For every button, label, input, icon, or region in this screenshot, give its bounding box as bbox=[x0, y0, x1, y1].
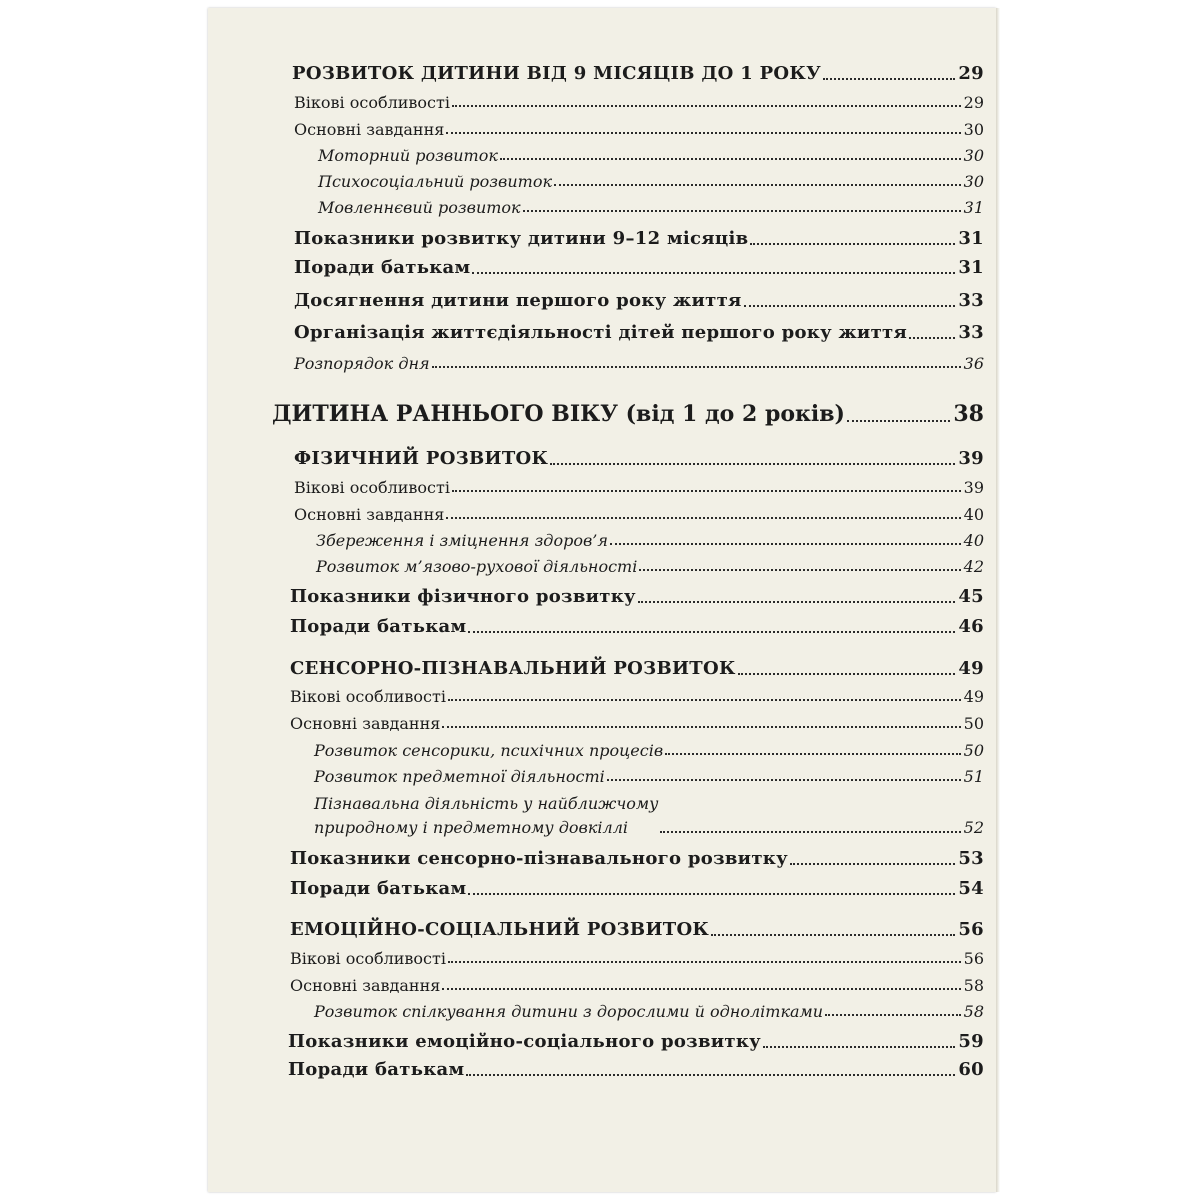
toc-part-heading bbox=[272, 402, 984, 427]
dot-leader bbox=[432, 365, 961, 368]
toc-subentry bbox=[314, 1003, 984, 1021]
dot-leader bbox=[825, 1013, 961, 1016]
toc-page-number: 54 bbox=[958, 878, 984, 899]
toc-page-number: 40 bbox=[963, 505, 984, 524]
toc-page-number: 31 bbox=[958, 228, 984, 249]
toc-subentry bbox=[314, 768, 984, 786]
toc-page-number: 50 bbox=[963, 741, 984, 760]
dot-leader bbox=[744, 304, 956, 307]
toc-entry-title: Розвиток предметної діяльності bbox=[314, 767, 605, 786]
toc-entry bbox=[290, 950, 984, 968]
toc-entry bbox=[290, 715, 984, 733]
toc-page-number: 29 bbox=[958, 63, 984, 84]
toc-page-number: 36 bbox=[963, 354, 984, 373]
toc-bold-entry bbox=[290, 849, 984, 870]
toc-page-number: 29 bbox=[963, 93, 984, 112]
toc-bold-entry bbox=[294, 229, 984, 250]
toc-entry bbox=[294, 94, 984, 112]
toc-entry-title: СЕНСОРНО-ПІЗНАВАЛЬНИЙ РОЗВИТОК bbox=[290, 658, 736, 679]
dot-leader bbox=[442, 725, 960, 728]
dot-leader bbox=[665, 752, 960, 755]
dot-leader bbox=[738, 672, 956, 675]
dot-leader bbox=[660, 830, 960, 833]
toc-entry-title: Моторний розвиток bbox=[318, 146, 498, 165]
toc-entry-title: Основні завдання bbox=[290, 976, 441, 995]
toc-page-number: 58 bbox=[963, 976, 984, 995]
toc-entry-title: Збереження і зміцнення здоров’я bbox=[316, 531, 608, 550]
dot-leader bbox=[638, 600, 955, 603]
toc-entry bbox=[294, 506, 984, 524]
toc-section-heading bbox=[290, 920, 984, 941]
toc-subentry bbox=[316, 558, 984, 576]
toc-page-number: 40 bbox=[963, 531, 984, 550]
toc-bold-entry bbox=[294, 323, 984, 344]
toc-page-number: 56 bbox=[958, 919, 984, 940]
dot-leader bbox=[452, 104, 961, 107]
dot-leader bbox=[468, 892, 955, 895]
toc-entry-title: ЕМОЦІЙНО-СОЦІАЛЬНИЙ РОЗВИТОК bbox=[290, 919, 710, 940]
toc-entry-title: Показники розвитку дитини 9–12 місяців bbox=[294, 228, 749, 249]
toc-bold-entry bbox=[294, 258, 984, 279]
dot-leader bbox=[466, 1073, 955, 1076]
toc-entry-title: Поради батькам bbox=[288, 1059, 465, 1080]
dot-leader bbox=[448, 960, 961, 963]
toc-entry-title: Вікові особливості bbox=[290, 949, 446, 968]
toc-entry bbox=[294, 479, 984, 497]
toc-entry-title-wrap bbox=[314, 795, 660, 838]
dot-leader bbox=[452, 489, 961, 492]
toc-page-number: 49 bbox=[963, 687, 984, 706]
toc-entry-title: Розвиток спілкування дитини з дорослими й однолітками bbox=[314, 1002, 824, 1021]
toc-entry-title: Пізнавальна діяльність у найближчому bbox=[314, 794, 659, 813]
toc-bold-entry bbox=[288, 1032, 984, 1053]
dot-leader bbox=[554, 183, 961, 186]
toc-page-number: 30 bbox=[963, 172, 984, 191]
toc-page-number: 56 bbox=[963, 949, 984, 968]
toc-page-number: 33 bbox=[958, 290, 984, 311]
toc-subentry bbox=[316, 532, 984, 550]
dot-leader bbox=[472, 271, 955, 274]
toc-entry-title: Показники емоційно-соціального розвитку bbox=[288, 1031, 761, 1052]
toc-page-number: 58 bbox=[963, 1002, 984, 1021]
toc-entry bbox=[294, 121, 984, 139]
toc-page-number: 30 bbox=[963, 146, 984, 165]
toc-entry bbox=[290, 977, 984, 995]
toc-subentry bbox=[318, 199, 984, 217]
toc-bold-entry bbox=[288, 1060, 984, 1081]
dot-leader bbox=[610, 542, 961, 545]
dot-leader bbox=[446, 131, 960, 134]
toc-page-number: 39 bbox=[958, 448, 984, 469]
toc-page-number: 51 bbox=[963, 767, 984, 786]
toc-bold-entry bbox=[290, 617, 984, 638]
dot-leader bbox=[500, 157, 961, 160]
toc-entry-title-line2: природному і предметному довкіллі bbox=[314, 818, 628, 838]
toc-page-number: 49 bbox=[958, 658, 984, 679]
dot-leader bbox=[446, 516, 960, 519]
toc-subentry bbox=[314, 742, 984, 760]
toc-entry-title: Показники сенсорно-пізнавального розвитку bbox=[290, 848, 788, 869]
toc-page-number: 31 bbox=[963, 198, 984, 217]
toc-page-number: 60 bbox=[958, 1059, 984, 1080]
toc-entry-title: Основні завдання bbox=[294, 505, 445, 524]
toc-page-number: 30 bbox=[963, 120, 984, 139]
toc-section-heading bbox=[290, 659, 984, 680]
toc-entry-title: Розвиток сенсорики, психічних процесів bbox=[314, 741, 664, 760]
toc-page-number: 50 bbox=[963, 714, 984, 733]
toc-entry bbox=[294, 355, 984, 373]
toc-entry-title: Мовленнєвий розвиток bbox=[318, 198, 521, 217]
toc-entry-title: Основні завдання bbox=[294, 120, 445, 139]
toc-page-number: 59 bbox=[958, 1031, 984, 1052]
toc-entry-title: ФІЗИЧНИЙ РОЗВИТОК bbox=[294, 448, 549, 469]
toc-entry-title: ДИТИНА РАННЬОГО ВІКУ (від 1 до 2 років) bbox=[272, 401, 845, 427]
toc-entry-title: Основні завдання bbox=[290, 714, 441, 733]
toc-entry-title: Вікові особливості bbox=[294, 93, 450, 112]
dot-leader bbox=[711, 933, 955, 936]
toc-entry-title: Розпорядок дня bbox=[294, 354, 430, 373]
toc-entry-title: Організація життєдіяльності дітей першого року життя bbox=[294, 322, 908, 343]
dot-leader bbox=[790, 862, 955, 865]
toc-page-number: 33 bbox=[958, 322, 984, 343]
toc-entry-title: Показники фізичного розвитку bbox=[290, 586, 636, 607]
dot-leader bbox=[909, 336, 955, 339]
toc-entry-title: Психосоціальний розвиток bbox=[318, 172, 552, 191]
toc-page-number: 52 bbox=[963, 818, 984, 838]
toc-entry-title: Розвиток м’язово-рухової діяльності bbox=[316, 557, 638, 576]
toc-section-heading bbox=[294, 449, 984, 470]
toc-subentry bbox=[318, 173, 984, 191]
toc-entry-title: Вікові особливості bbox=[294, 478, 450, 497]
toc-entry-title: Поради батькам bbox=[290, 616, 467, 637]
toc-subentry bbox=[314, 795, 984, 838]
toc-page-number: 53 bbox=[958, 848, 984, 869]
toc-page-number: 46 bbox=[958, 616, 984, 637]
dot-leader bbox=[763, 1045, 955, 1048]
toc-entry bbox=[290, 688, 984, 706]
toc-subentry bbox=[318, 147, 984, 165]
dot-leader bbox=[550, 462, 955, 465]
dot-leader bbox=[750, 242, 955, 245]
toc-entry-title: Поради батькам bbox=[290, 878, 467, 899]
toc-page-number: 42 bbox=[963, 557, 984, 576]
toc-entry-title: Поради батькам bbox=[294, 257, 471, 278]
toc-page-number: 38 bbox=[953, 401, 984, 427]
toc-page-number: 45 bbox=[958, 586, 984, 607]
dot-leader bbox=[448, 698, 961, 701]
dot-leader bbox=[523, 209, 961, 212]
toc-entry-title: Вікові особливості bbox=[290, 687, 446, 706]
dot-leader bbox=[607, 778, 961, 781]
dot-leader bbox=[468, 630, 955, 633]
toc-page-number: 31 bbox=[958, 257, 984, 278]
dot-leader bbox=[847, 419, 950, 422]
toc-bold-entry bbox=[290, 879, 984, 900]
dot-leader bbox=[442, 987, 960, 990]
toc-bold-entry bbox=[290, 587, 984, 608]
dot-leader bbox=[639, 568, 960, 571]
toc-entry-title: Досягнення дитини першого року життя bbox=[294, 290, 742, 311]
dot-leader bbox=[823, 77, 955, 80]
toc-entry-title: РОЗВИТОК ДИТИНИ ВІД 9 МІСЯЦІВ ДО 1 РОКУ bbox=[292, 63, 821, 84]
toc-section-heading bbox=[292, 64, 984, 85]
toc-page-number: 39 bbox=[963, 478, 984, 497]
toc-bold-entry bbox=[294, 291, 984, 312]
